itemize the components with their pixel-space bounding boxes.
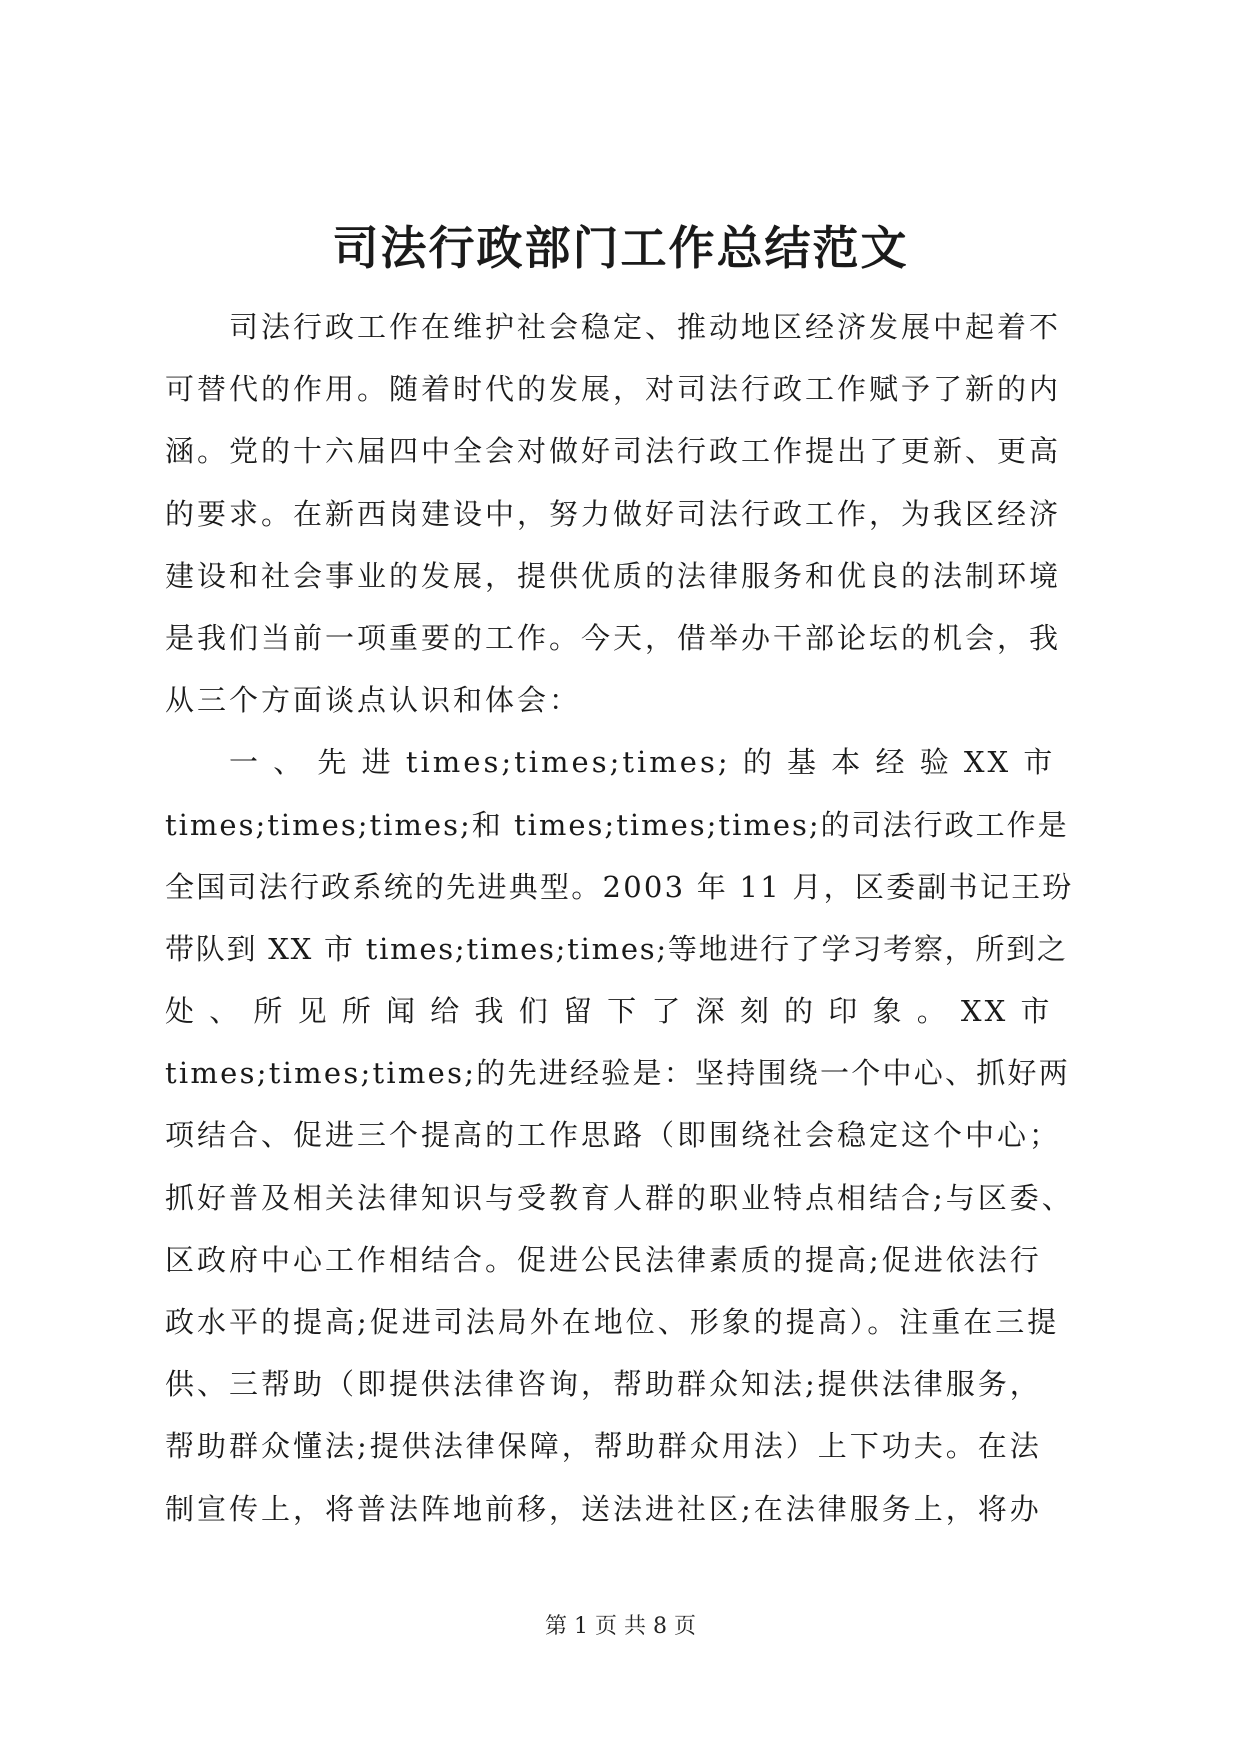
body-line: 是我们当前一项重要的工作。今天，借举办干部论坛的机会，我: [165, 620, 1062, 655]
body-line: 建设和社会事业的发展，提供优质的法律服务和优良的法制环境: [165, 558, 1062, 593]
body-line: 一 、 先 进 times;times;times; 的 基 本 经 验 XX 市: [165, 745, 1056, 780]
body-line: 制宣传上，将普法阵地前移，送法进社区;在法律服务上，将办: [165, 1491, 1042, 1526]
document-title: 司法行政部门工作总结范文: [332, 221, 909, 275]
body-line: 全国司法行政系统的先进典型。2003 年 11 月，区委副书记王玢: [165, 869, 1074, 904]
body-line: times;times;times;的先进经验是：坚持围绕一个中心、抓好两: [165, 1056, 1070, 1091]
body-line: 的要求。在新西岗建设中，努力做好司法行政工作，为我区经济: [165, 496, 1062, 531]
body-line: 司法行政工作在维护社会稳定、推动地区经济发展中起着不: [165, 310, 1062, 344]
body-line: 涵。党的十六届四中全会对做好司法行政工作提出了更新、更高: [165, 434, 1062, 469]
body-line: 项结合、促进三个提高的工作思路（即围绕社会稳定这个中心；: [165, 1118, 1062, 1153]
body-line: times;times;times;和 times;times;times;的司法行政工作是: [165, 807, 1069, 842]
body-line: 区政府中心工作相结合。促进公民法律素质的提高;促进依法行: [165, 1242, 1042, 1277]
body-line: 带队到 XX 市 times;times;times;等地进行了学习考察，所到之: [165, 931, 1068, 966]
body-line: 抓好普及相关法律知识与受教育人群的职业特点相结合;与区委、: [165, 1180, 1074, 1215]
document-body: [165, 296, 1075, 1540]
body-line: 帮助群众懂法;提供法律保障，帮助群众用法）上下功夫。在法: [165, 1429, 1042, 1464]
body-line: 供、三帮助（即提供法律咨询，帮助群众知法;提供法律服务，: [165, 1367, 1042, 1402]
body-line: 从三个方面谈点认识和体会：: [165, 683, 582, 718]
body-line: 可替代的作用。随着时代的发展，对司法行政工作赋予了新的内: [165, 372, 1062, 407]
body-line: 处 、 所 见 所 闻 给 我 们 留 下 了 深 刻 的 印 象 。 XX 市: [165, 994, 1053, 1029]
body-line: 政水平的提高;促进司法局外在地位、形象的提高）。注重在三提: [165, 1305, 1060, 1339]
page-number-footer: 第 1 页 共 8 页: [545, 1614, 696, 1639]
